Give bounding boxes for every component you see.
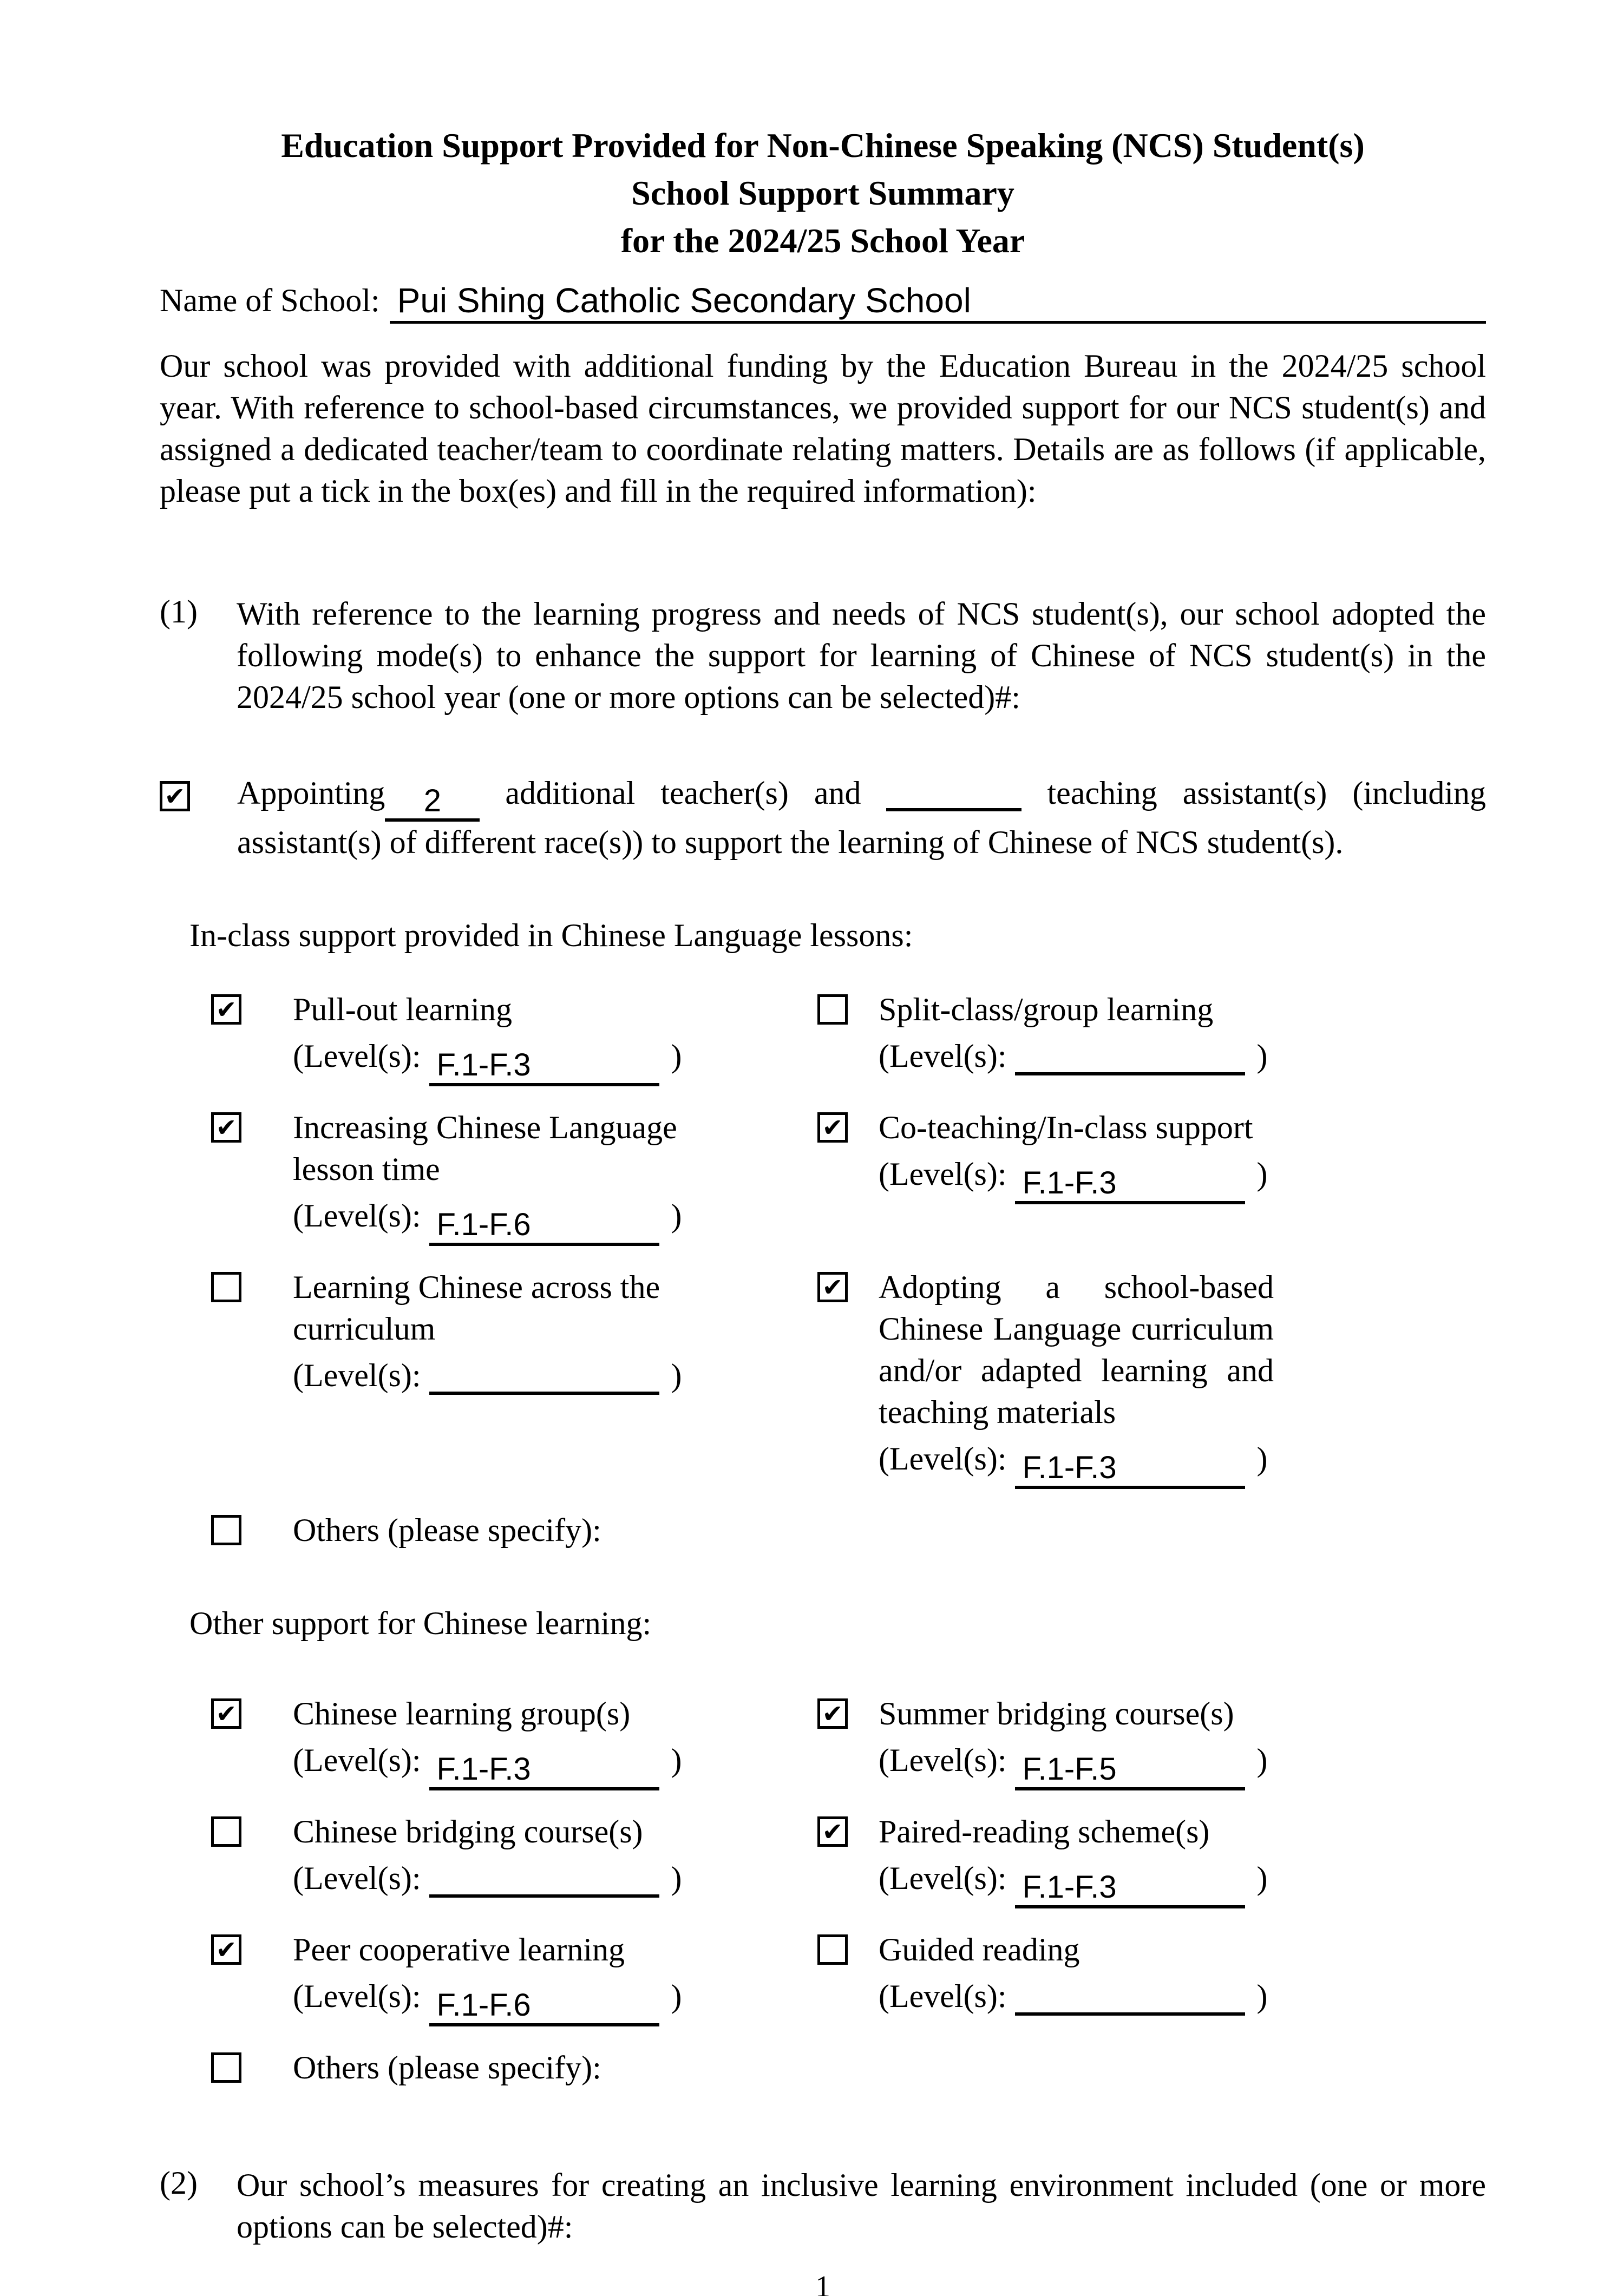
option-label: Learning Chinese across the curriculum	[293, 1269, 660, 1347]
level-value: F.1-F.3	[1022, 1165, 1117, 1201]
level-close-label: )	[1256, 1978, 1268, 2014]
level-close-label: )	[1256, 1156, 1268, 1192]
checkbox-inclass-others[interactable]	[211, 1515, 241, 1545]
level-field-row	[293, 1859, 817, 1898]
option-increasing-lesson-time	[211, 1107, 817, 1246]
option-guided-reading	[817, 1929, 1486, 2026]
level-close-label: )	[671, 1198, 682, 1234]
level-close-label: )	[671, 1038, 682, 1074]
level-value: F.1-F.3	[436, 1047, 531, 1083]
option-paired-reading-schemes	[817, 1811, 1486, 1908]
level-field-row	[879, 1977, 1486, 2016]
level-input-line[interactable]	[1015, 1038, 1245, 1075]
level-open-label: (Level(s):	[879, 1156, 1007, 1192]
level-open-label: (Level(s):	[879, 1441, 1007, 1477]
level-value: F.1-F.3	[1022, 1450, 1117, 1485]
level-input-line[interactable]	[429, 1753, 659, 1790]
checkbox-split-class-group-learning[interactable]	[817, 994, 848, 1025]
option-learning-chinese-across-curriculum	[211, 1267, 817, 1489]
level-open-label: (Level(s):	[293, 1860, 421, 1896]
appointing-before: Appointing	[237, 775, 385, 811]
level-value: F.1-F.3	[1022, 1869, 1117, 1905]
level-input-line[interactable]	[429, 1357, 659, 1395]
option-chinese-learning-groups	[211, 1693, 817, 1790]
appointing-after: teaching assistant(s) (including assistant(s) of different race(s)) to support the learning of Chinese of NCS student(s).	[237, 775, 1486, 860]
option-label: Peer cooperative learning	[293, 1932, 625, 1967]
option-label: Chinese learning group(s)	[293, 1696, 631, 1731]
option-pull-out-learning	[211, 989, 817, 1086]
assistant-count-field[interactable]	[886, 775, 1021, 811]
checkbox-pull-out-learning[interactable]: ✔	[211, 994, 241, 1025]
level-value: F.1-F.6	[436, 1987, 531, 2023]
checkbox-summer-bridging-courses[interactable]: ✔	[817, 1698, 848, 1729]
option-label: Split-class/group learning	[879, 992, 1214, 1027]
checkbox-learning-chinese-across-curriculum[interactable]	[211, 1272, 241, 1302]
empty-cell	[817, 1510, 1486, 1551]
option-label: Co-teaching/In-class support	[879, 1110, 1253, 1145]
teacher-count-field[interactable]	[385, 785, 480, 822]
level-field-row	[293, 1356, 817, 1395]
level-field-row	[293, 1977, 817, 2026]
inclass-options-grid	[211, 989, 1486, 1551]
option-inclass-others	[211, 1510, 817, 1551]
level-input-line[interactable]	[429, 1989, 659, 2026]
page-number: 1	[815, 2270, 830, 2296]
option-school-based-curriculum	[817, 1267, 1486, 1489]
section-2	[160, 2164, 1486, 2248]
other-options-grid	[211, 1693, 1486, 2089]
level-input-line[interactable]	[429, 1048, 659, 1086]
section-1-text: With reference to the learning progress and needs of NCS student(s), our school adopted the following mode(s) to enhance the support for learning of Chinese of NCS student(s) in the 2024/25 school year (one or more options can be selected)#:	[237, 596, 1486, 715]
level-input-line[interactable]	[1015, 1166, 1245, 1204]
appointing-text	[237, 772, 1486, 863]
empty-cell	[817, 2047, 1486, 2089]
level-open-label: (Level(s):	[293, 1357, 421, 1393]
option-label: Guided reading	[879, 1932, 1080, 1967]
checkbox-school-based-curriculum[interactable]: ✔	[817, 1272, 848, 1302]
teacher-count-value: 2	[423, 783, 441, 818]
checkbox-other-support-others[interactable]	[211, 2052, 241, 2083]
option-label: Increasing Chinese Language lesson time	[293, 1110, 677, 1187]
appointing-middle: additional teacher(s) and	[505, 775, 861, 811]
appointing-option	[160, 772, 1486, 863]
level-open-label: (Level(s):	[879, 1742, 1007, 1778]
level-close-label: )	[671, 1742, 682, 1778]
school-name-field[interactable]	[390, 280, 1486, 324]
school-name-row	[160, 280, 1486, 324]
level-close-label: )	[671, 1357, 682, 1393]
document-title	[160, 122, 1486, 265]
level-field-row	[879, 1155, 1486, 1204]
level-open-label: (Level(s):	[293, 1978, 421, 2014]
school-name-label: Name of School:	[160, 283, 380, 318]
option-label: Summer bridging course(s)	[879, 1696, 1234, 1731]
option-label: Chinese bridging course(s)	[293, 1814, 643, 1849]
school-name-value: Pui Shing Catholic Secondary School	[397, 281, 971, 320]
level-field-row	[293, 1741, 817, 1790]
level-value: F.1-F.3	[436, 1751, 531, 1787]
level-field-row	[879, 1440, 1486, 1489]
option-co-teaching-in-class-support	[817, 1107, 1486, 1246]
title-line-1: Education Support Provided for Non-Chinese Speaking (NCS) Student(s)	[281, 126, 1365, 165]
section-1-number: (1)	[160, 594, 198, 629]
level-close-label: )	[671, 1860, 682, 1896]
checkbox-peer-cooperative-learning[interactable]: ✔	[211, 1934, 241, 1965]
level-field-row	[879, 1741, 1486, 1790]
level-input-line[interactable]	[429, 1208, 659, 1246]
level-open-label: (Level(s):	[293, 1742, 421, 1778]
title-line-3: for the 2024/25 School Year	[620, 221, 1025, 260]
intro-paragraph: Our school was provided with additional funding by the Education Bureau in the 2024/25 school year. With reference to school-based circumstances, we provided support for our NCS student(s) and assigned a dedicated teacher/team to coordinate relating matters. Details are as follows (if applicable, please put a tick in the box(es) and fill in the required information):	[160, 348, 1486, 509]
level-open-label: (Level(s):	[879, 1860, 1007, 1896]
checkbox-increasing-lesson-time[interactable]: ✔	[211, 1112, 241, 1143]
option-chinese-bridging-courses	[211, 1811, 817, 1908]
level-field-row	[293, 1197, 817, 1246]
checkbox-chinese-learning-groups[interactable]: ✔	[211, 1698, 241, 1729]
level-close-label: )	[1256, 1860, 1268, 1896]
level-close-label: )	[1256, 1441, 1268, 1477]
level-value: F.1-F.5	[1022, 1751, 1117, 1787]
option-label: Others (please specify):	[293, 1512, 601, 1548]
level-close-label: )	[671, 1978, 682, 2014]
checkbox-chinese-bridging-courses[interactable]	[211, 1816, 241, 1847]
level-field-row	[879, 1037, 1486, 1075]
level-value: F.1-F.6	[436, 1207, 531, 1242]
level-field-row	[293, 1037, 817, 1086]
option-label: Adopting a school-based Chinese Language curriculum and/or adapted learning and teaching materials	[879, 1269, 1274, 1430]
level-close-label: )	[1256, 1742, 1268, 1778]
checkbox-paired-reading-schemes[interactable]: ✔	[817, 1816, 848, 1847]
option-label: Pull-out learning	[293, 992, 512, 1027]
level-input-line[interactable]	[429, 1860, 659, 1898]
level-input-line[interactable]	[1015, 1978, 1245, 2016]
option-summer-bridging-courses	[817, 1693, 1486, 1790]
level-input-line[interactable]	[1015, 1451, 1245, 1489]
section-2-number: (2)	[160, 2165, 198, 2201]
option-peer-cooperative-learning	[211, 1929, 817, 2026]
option-other-support-others	[211, 2047, 817, 2089]
inclass-support-header: In-class support provided in Chinese Language lessons:	[189, 917, 913, 953]
checkbox-guided-reading[interactable]	[817, 1934, 848, 1965]
level-open-label: (Level(s):	[293, 1198, 421, 1234]
level-input-line[interactable]	[1015, 1871, 1245, 1908]
level-input-line[interactable]	[1015, 1753, 1245, 1790]
checkbox-co-teaching-in-class-support[interactable]: ✔	[817, 1112, 848, 1143]
section-2-text: Our school’s measures for creating an inclusive learning environment included (one or more options can be selected)#:	[237, 2167, 1486, 2245]
title-line-2: School Support Summary	[631, 174, 1014, 212]
section-1	[160, 593, 1486, 718]
level-field-row	[879, 1859, 1486, 1908]
level-close-label: )	[1256, 1038, 1268, 1074]
level-open-label: (Level(s):	[293, 1038, 421, 1074]
level-open-label: (Level(s):	[879, 1038, 1007, 1074]
other-support-header: Other support for Chinese learning:	[189, 1605, 652, 1641]
option-label: Others (please specify):	[293, 2050, 601, 2085]
checkbox-appointing[interactable]: ✔	[160, 781, 190, 811]
option-label: Paired-reading scheme(s)	[879, 1814, 1210, 1849]
level-open-label: (Level(s):	[879, 1978, 1007, 2014]
option-split-class-group-learning	[817, 989, 1486, 1086]
